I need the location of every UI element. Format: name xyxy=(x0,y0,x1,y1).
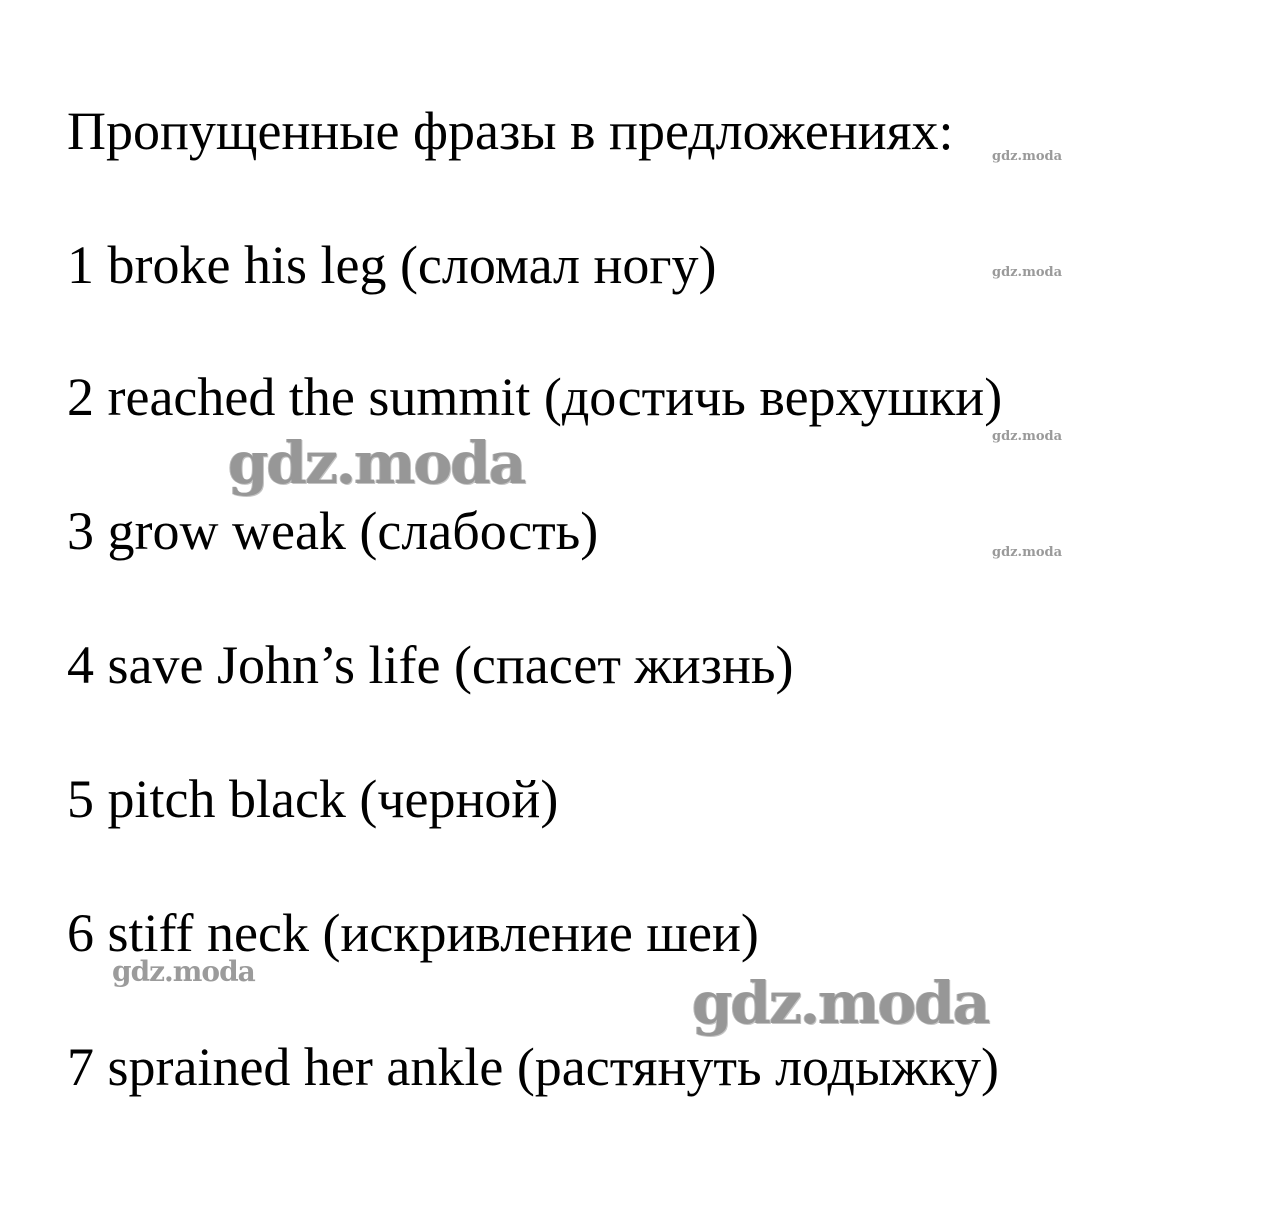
watermark: gdz.moda xyxy=(992,545,1063,560)
watermark: gdz.moda xyxy=(112,955,255,988)
list-item: 3 grow weak (слабость) xyxy=(67,501,599,561)
list-item: 1 broke his leg (сломал ногу) xyxy=(67,235,717,295)
watermark: gdz.moda xyxy=(692,969,989,1037)
watermark: gdz.moda xyxy=(228,429,525,497)
page-title: Пропущенные фразы в предложениях: xyxy=(67,101,954,161)
list-item: 4 save John’s life (спасет жизнь) xyxy=(67,635,794,695)
list-item: 7 sprained her ankle (растянуть лодыжку) xyxy=(67,1037,1000,1097)
watermark: gdz.moda xyxy=(992,265,1063,280)
watermark: gdz.moda xyxy=(992,149,1063,164)
list-item: 5 pitch black (черной) xyxy=(67,769,559,829)
watermark: gdz.moda xyxy=(992,429,1063,444)
list-item: 6 stiff neck (искривление шеи) xyxy=(67,903,759,963)
list-item: 2 reached the summit (достичь верхушки) xyxy=(67,367,1003,427)
